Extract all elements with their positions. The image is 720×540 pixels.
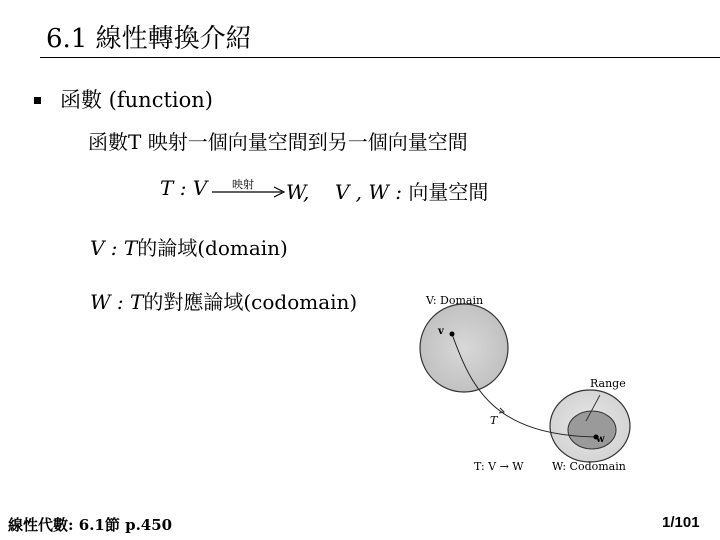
figure-T-label: T xyxy=(490,414,498,427)
footer-course: 線性代數: 6.1節 p.450 xyxy=(8,516,173,534)
arrow-label: 映射 xyxy=(232,178,254,191)
vector-v-point xyxy=(450,332,455,337)
bullet-heading: 函數 (function) xyxy=(60,88,213,112)
mapping-lhs: T : V xyxy=(160,176,208,200)
codomain-symbol: W : T xyxy=(90,290,144,314)
mapping-codomain-var: W, xyxy=(286,180,310,204)
figure-map-label: T: V → W xyxy=(474,460,524,473)
domain-text: 的論域(domain) xyxy=(137,236,288,260)
figure-v-label: v xyxy=(438,326,444,337)
domain-set xyxy=(420,304,508,392)
bullet-icon xyxy=(34,97,41,104)
page-number: 1/101 xyxy=(662,514,700,531)
codomain-text: 的對應論域(codomain) xyxy=(143,290,358,314)
domain-symbol: V : T xyxy=(90,236,138,260)
mapping-spaces: V , W : xyxy=(334,180,403,204)
slide-title: 6.1 線性轉換介紹 xyxy=(46,24,252,54)
right-arrow-icon xyxy=(212,184,288,198)
range-set xyxy=(568,411,616,449)
figure-domain-label: V: Domain xyxy=(426,294,484,307)
figure-range-label: Range xyxy=(590,377,626,390)
title-divider xyxy=(40,57,720,58)
figure-codomain-label: W: Codomain xyxy=(552,460,626,473)
figure-w-label: w xyxy=(596,434,605,445)
mapping-spaces-desc: 向量空間 xyxy=(408,180,489,204)
mapping-rhs xyxy=(286,176,488,205)
domain-definition xyxy=(90,232,288,261)
codomain-definition xyxy=(90,286,357,315)
definition-text: 函數T 映射一個向量空間到另一個向量空間 xyxy=(88,130,468,154)
